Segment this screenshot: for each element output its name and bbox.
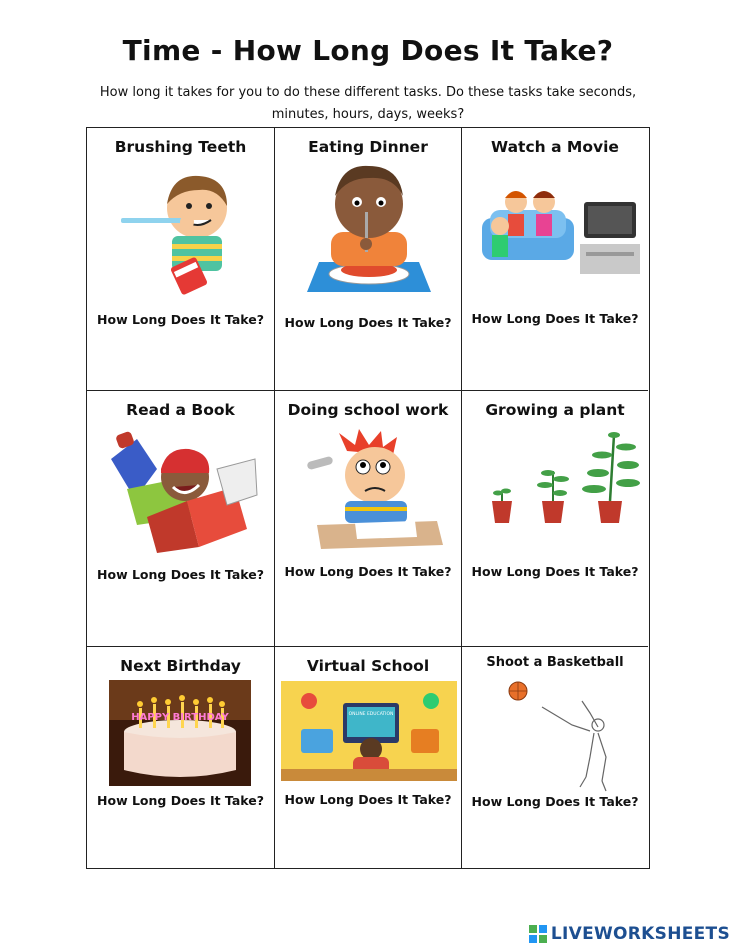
plant-growth-stages-icon [490,429,640,529]
cell-read-book [87,391,275,647]
cell-question: How Long Does It Take? [284,564,452,579]
cell-shoot-basketball [462,647,648,868]
screen-text: ONLINE EDUCATION [348,712,394,717]
cell-question: How Long Does It Take? [471,794,639,809]
cell-label: Watch a Movie [491,138,619,156]
liveworksheets-logo-icon [529,925,547,943]
cake-text: HAPPY BIRTHDAY [131,712,229,723]
cell-label: Shoot a Basketball [486,655,624,670]
boy-reading-book-icon [107,429,262,554]
cell-label: Virtual School [306,657,430,675]
cell-question: How Long Does It Take? [97,312,264,327]
cell-label: Read a Book [126,401,235,419]
cell-label: Eating Dinner [308,138,428,156]
cell-question: How Long Does It Take? [471,564,639,579]
online-education-icon [281,681,457,781]
family-watching-tv-icon [480,180,640,280]
boy-brushing-teeth-icon [117,166,247,301]
footer-brand [529,924,730,944]
cell-question: How Long Does It Take? [471,311,639,326]
task-grid [86,127,650,869]
footer-brand-text[interactable]: LIVEWORKSHEETS [550,924,730,944]
cell-school-work [275,391,462,647]
cell-question: How Long Does It Take? [284,315,452,330]
cell-question: How Long Does It Take? [97,793,264,808]
cell-label: Growing a plant [485,401,625,419]
cell-question: How Long Does It Take? [97,567,264,582]
cell-watch-movie [462,128,648,391]
birthday-cake-icon [109,680,251,786]
cell-next-birthday [87,647,275,868]
cell-eating-dinner [275,128,462,391]
cell-question: How Long Does It Take? [284,792,452,807]
page-subtitle: How long it takes for you to do these different tasks. Do these tasks take seconds, minutes, hours, days, weeks? [99,85,637,122]
cell-label: Brushing Teeth [114,138,247,156]
cell-label: Next Birthday [120,657,241,675]
boy-eating-dinner-icon [301,162,436,302]
cell-label: Doing school work [287,401,449,419]
cell-brushing-teeth [87,128,275,391]
page-title: Time - How Long Does It Take? [122,34,614,67]
basketball-shot-icon [502,673,642,793]
cell-growing-plant [462,391,648,647]
cell-virtual-school [275,647,462,868]
boy-doing-homework-icon [297,429,447,551]
